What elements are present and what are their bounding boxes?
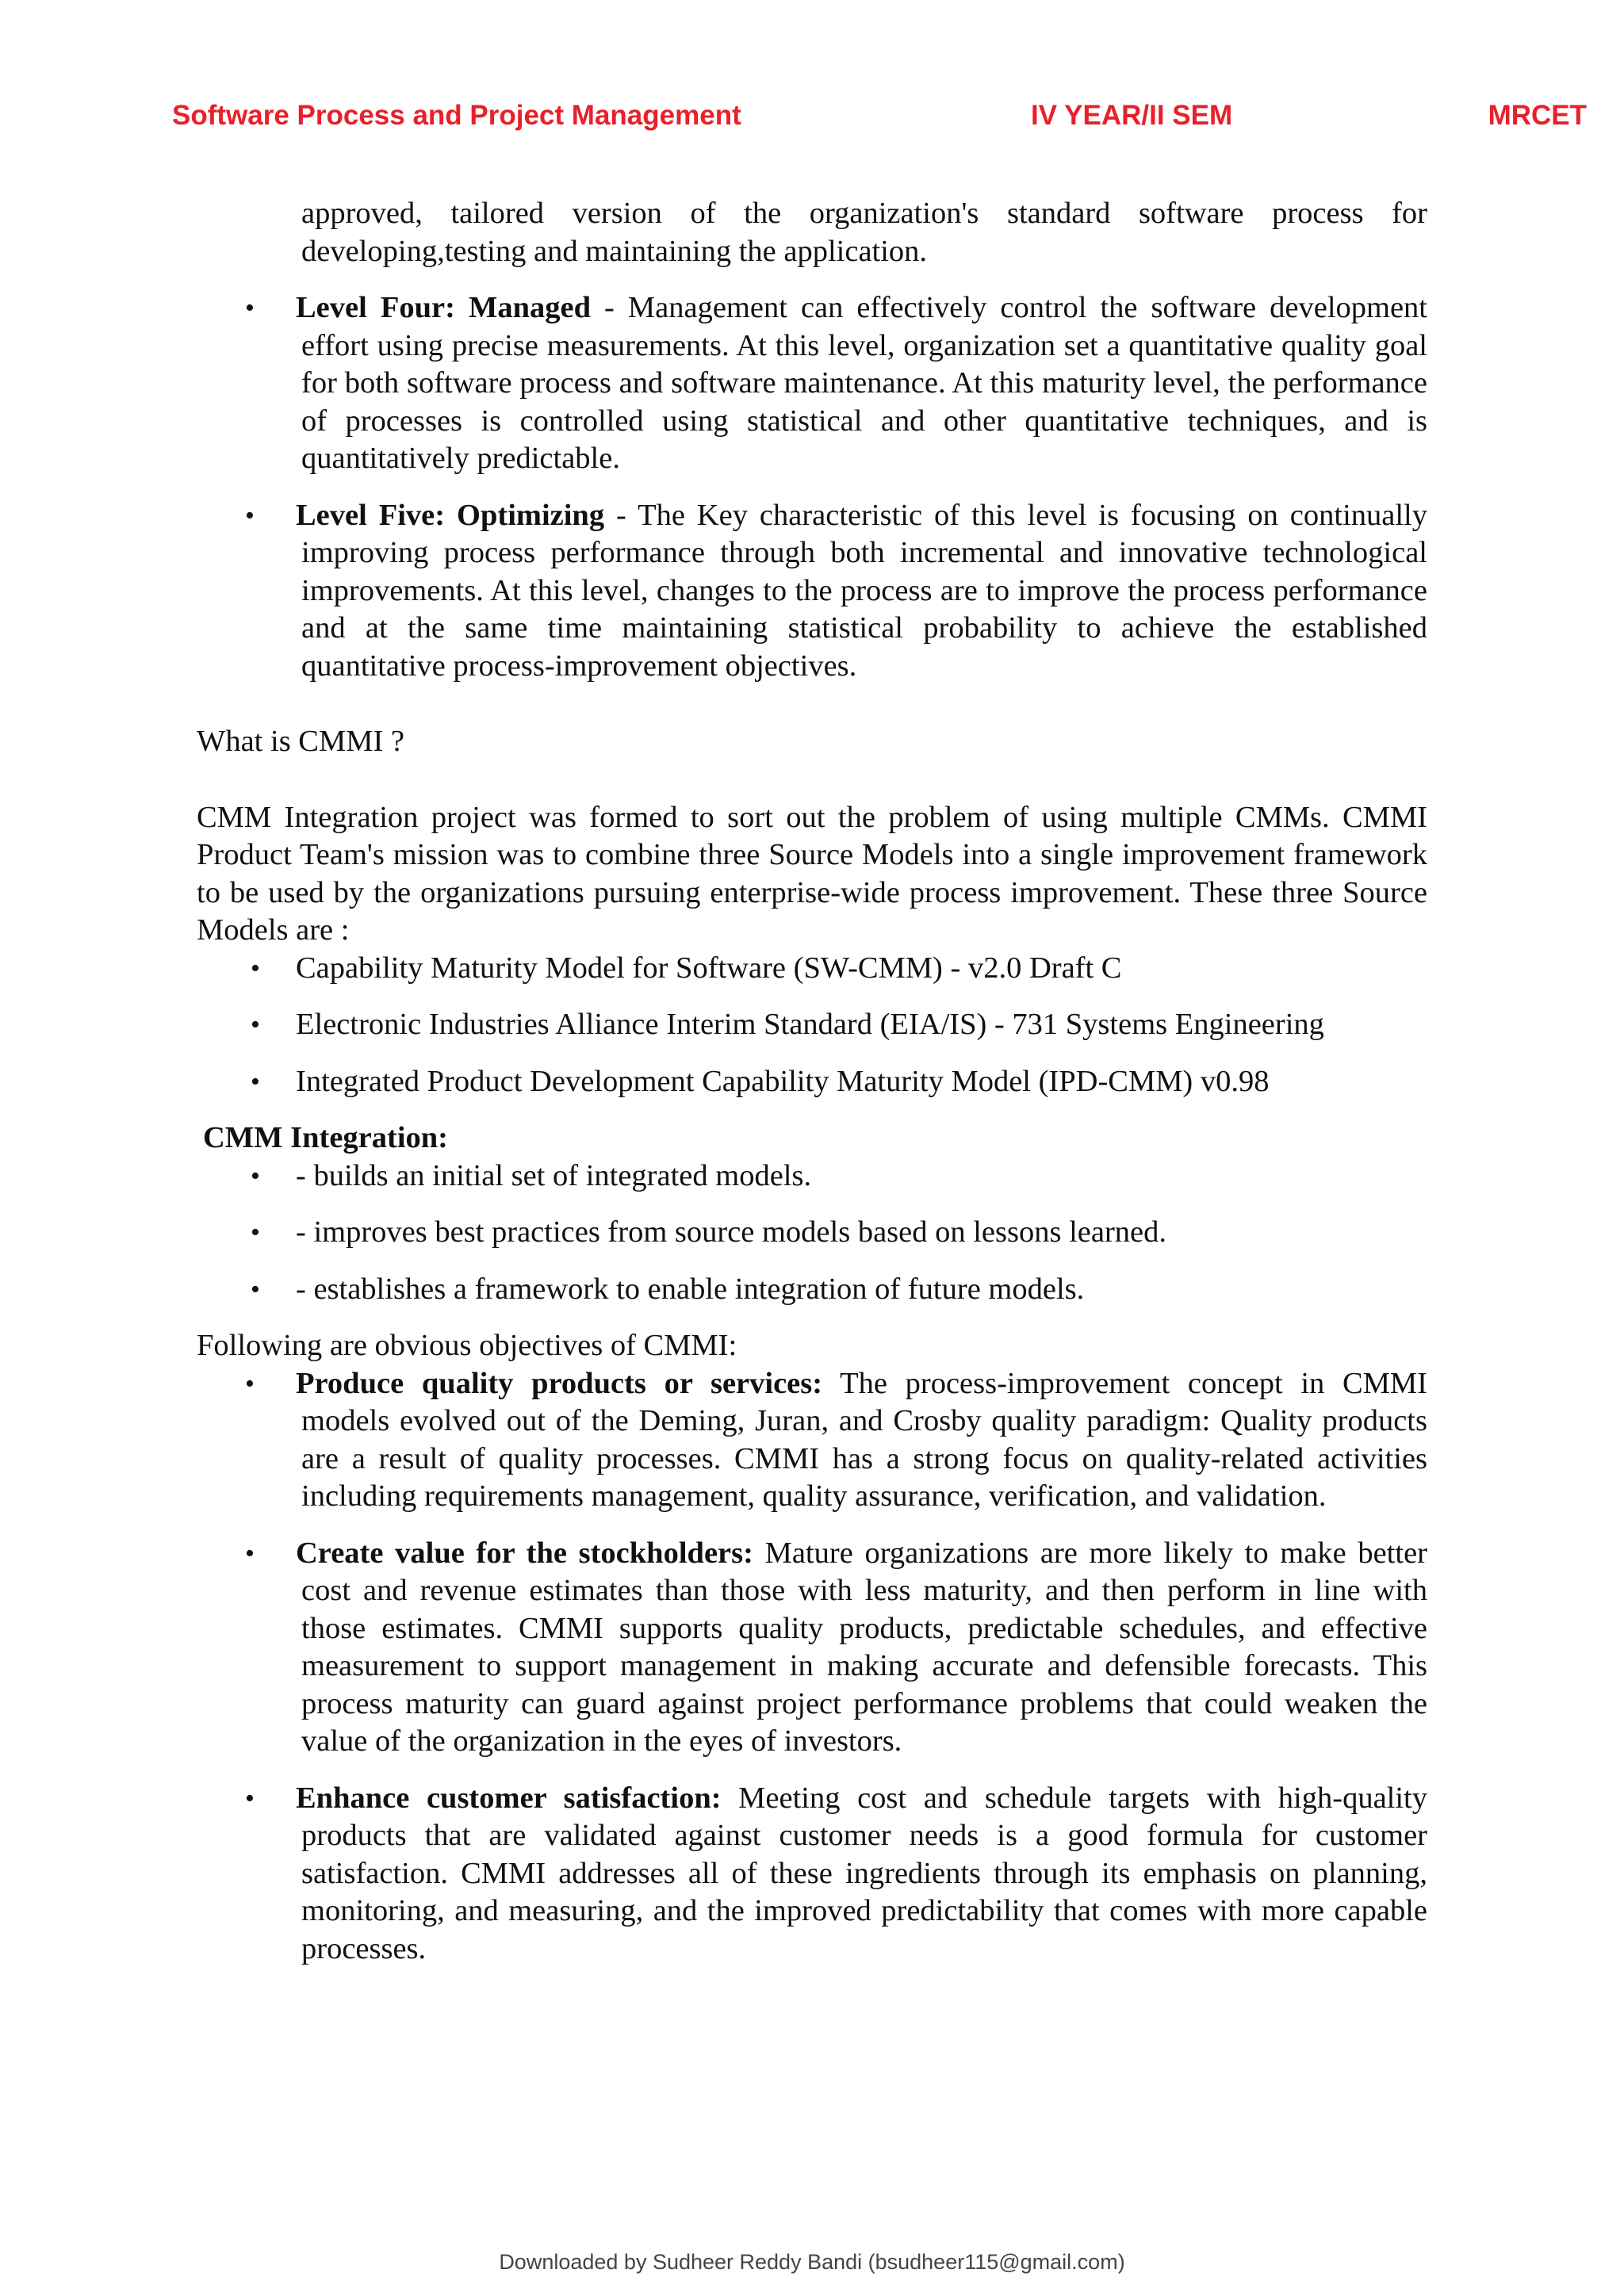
- download-footer: Downloaded by Sudheer Reddy Bandi (bsudheer115@gmail.com): [499, 2250, 1125, 2274]
- header-year-semester: IV YEAR/II SEM: [1031, 100, 1233, 131]
- level-four-title: Level Four: Managed: [296, 291, 591, 324]
- continuation-paragraph: approved, tailored version of the organization's standard software process for developing,testing and maintaining the application.: [301, 197, 1427, 268]
- objective-value-item: [197, 1535, 1427, 1761]
- source-model-item: • Capability Maturity Model for Software (SW-CMM) - v2.0 Draft C: [197, 950, 1427, 988]
- objective-satisfaction-title: Enhance customer satisfaction:: [296, 1781, 722, 1815]
- objective-satisfaction-item: [197, 1780, 1427, 1969]
- objectives-list: [197, 1365, 1427, 1969]
- cmm-integration-heading: CMM Integration:: [203, 1121, 448, 1154]
- level-four-item: [197, 289, 1427, 478]
- cmmi-intro-paragraph: CMM Integration project was formed to sort out the problem of using multiple CMMs. CMMI Product Team's mission was to combine three Source Models into a single improvement framework to be used by the organizations pursuing enterprise-wide process improvement. These three Source Models are :: [197, 800, 1427, 947]
- source-model-item: • Electronic Industries Alliance Interim Standard (EIA/IS) - 731 Systems Engineering: [197, 1006, 1427, 1044]
- level-five-text: - The Key characteristic of this level is focusing on continually improving process performance through both incremental and innovative technological improvements. At this level, changes to the process are to improve the process performance and at the same time maintaining statistical probability to achieve the established quantitative process-improvement objectives.: [301, 498, 1428, 683]
- integration-item: • - builds an initial set of integrated models.: [197, 1158, 1427, 1196]
- level-four-text: - Management can effectively control the software development effort using precise measurements. At this level, organization set a quantitative quality goal for both software process and software maintenance. At this maturity level, the performance of processes is controlled using statistical and other quantitative techniques, and is quantitatively predictable.: [301, 291, 1428, 475]
- integration-item: • - establishes a framework to enable integration of future models.: [197, 1271, 1427, 1309]
- objective-value-text: Mature organizations are more likely to make better cost and revenue estimates than those with less maturity, and then perform in line with those estimates. CMMI supports quality products, predictable schedules, and effective measurement to support management in making accurate and defensible forecasts. This process maturity can guard against project performance problems that could weaken the value of the organization in the eyes of investors.: [301, 1536, 1427, 1758]
- header-institution: MRCET: [1488, 100, 1587, 131]
- source-model-item: • Integrated Product Development Capability Maturity Model (IPD-CMM) v0.98: [197, 1063, 1427, 1101]
- objective-quality-title: Produce quality products or services:: [296, 1366, 823, 1400]
- cmmi-question: What is CMMI ?: [197, 725, 404, 758]
- level-five-title: Level Five: Optimizing: [296, 498, 605, 532]
- level-five-item: [197, 497, 1427, 686]
- document-body: [197, 195, 1427, 1968]
- header-course-title: Software Process and Project Management: [172, 100, 741, 131]
- integration-item: • - improves best practices from source models based on lessons learned.: [197, 1214, 1427, 1252]
- objective-quality-text: The process-improvement concept in CMMI models evolved out of the Deming, Juran, and Crosby quality paradigm: Quality products are a result of quality processes. CMMI has a strong focus on quality-related activities including requirements management, quality assurance, verification, and validation.: [301, 1366, 1427, 1513]
- objective-satisfaction-text: Meeting cost and schedule targets with high-quality products that are validated against customer needs is a good formula for customer satisfaction. CMMI addresses all of these ingredients through its emphasis on planning, monitoring, and measuring, and the improved predictability that comes with more capable processes.: [301, 1781, 1427, 1965]
- page-header: [0, 100, 1624, 140]
- objective-quality-item: [197, 1365, 1427, 1516]
- source-models-list: [197, 950, 1427, 1101]
- objective-value-title: Create value for the stockholders:: [296, 1536, 753, 1570]
- objectives-intro: Following are obvious objectives of CMMI:: [197, 1329, 737, 1362]
- integration-list: [197, 1158, 1427, 1309]
- maturity-level-list: [197, 289, 1427, 685]
